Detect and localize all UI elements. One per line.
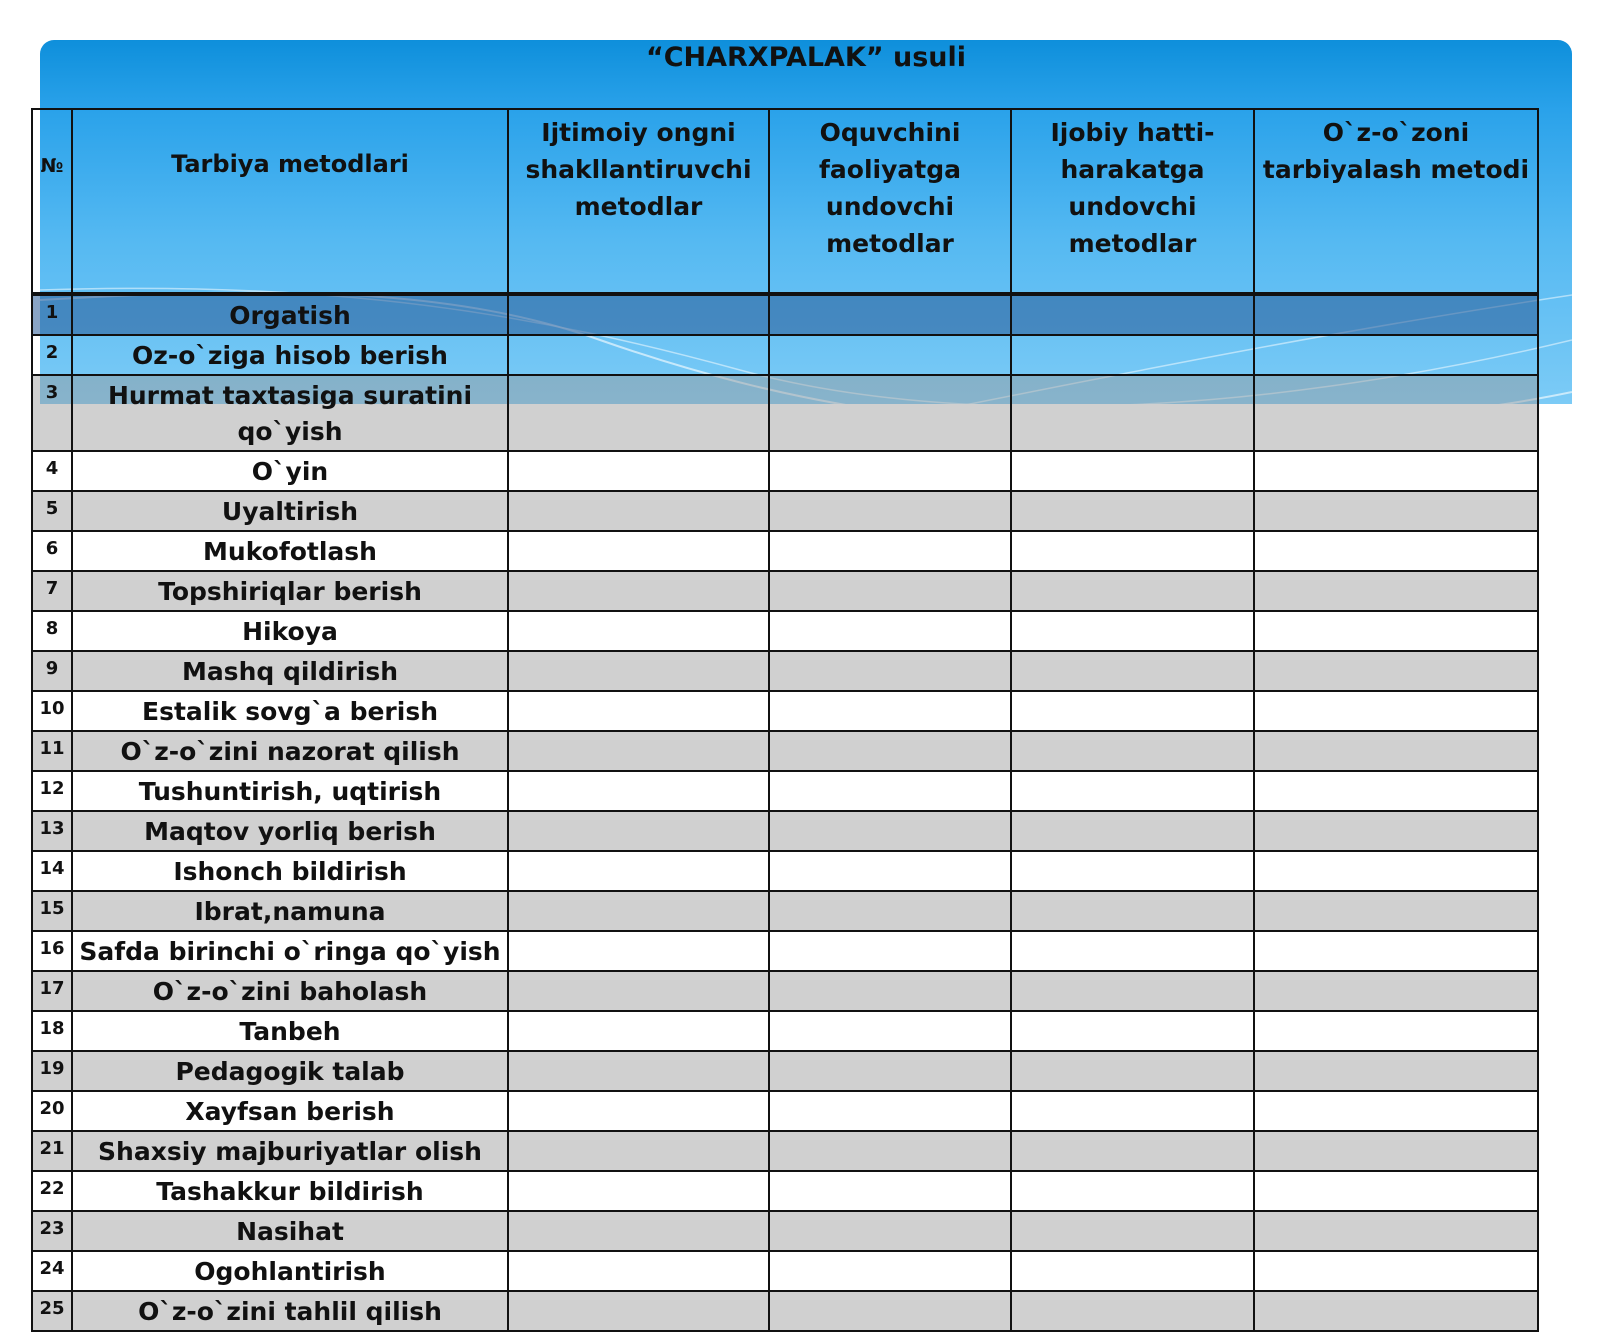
empty-cell <box>1011 1211 1254 1251</box>
empty-cell <box>508 294 769 335</box>
empty-cell <box>769 335 1011 375</box>
header-row <box>32 109 1538 294</box>
row-number: 7 <box>32 571 72 611</box>
table-row <box>32 971 1538 1011</box>
empty-cell <box>1011 1131 1254 1171</box>
empty-cell <box>769 491 1011 531</box>
method-name: Tushuntirish, uqtirish <box>72 771 508 811</box>
empty-cell <box>769 531 1011 571</box>
table-row <box>32 294 1538 335</box>
empty-cell <box>508 971 769 1011</box>
method-name: Oz-o`ziga hisob berish <box>72 335 508 375</box>
table-row <box>32 571 1538 611</box>
empty-cell <box>1011 1011 1254 1051</box>
method-name: O`z-o`zini baholash <box>72 971 508 1011</box>
empty-cell <box>508 651 769 691</box>
empty-cell <box>1254 491 1538 531</box>
row-number: 14 <box>32 851 72 891</box>
empty-cell <box>1254 571 1538 611</box>
method-name: Ibrat,namuna <box>72 891 508 931</box>
methods-table-container <box>31 108 1539 1332</box>
row-number: 20 <box>32 1091 72 1131</box>
table-row <box>32 491 1538 531</box>
empty-cell <box>508 931 769 971</box>
header-methods: Tarbiya metodlari <box>72 109 508 294</box>
empty-cell <box>1011 294 1254 335</box>
empty-cell <box>1254 971 1538 1011</box>
empty-cell <box>769 1291 1011 1331</box>
table-row <box>32 1211 1538 1251</box>
methods-table <box>31 108 1539 1332</box>
empty-cell <box>1011 811 1254 851</box>
empty-cell <box>1011 1171 1254 1211</box>
method-name: Safda birinchi o`ringa qo`yish <box>72 931 508 971</box>
empty-cell <box>769 1131 1011 1171</box>
empty-cell <box>769 611 1011 651</box>
table-row <box>32 691 1538 731</box>
empty-cell <box>1011 571 1254 611</box>
empty-cell <box>769 931 1011 971</box>
table-row <box>32 931 1538 971</box>
empty-cell <box>508 491 769 531</box>
row-number: 10 <box>32 691 72 731</box>
empty-cell <box>508 731 769 771</box>
empty-cell <box>1254 375 1538 451</box>
table-row <box>32 1051 1538 1091</box>
method-name: Tanbeh <box>72 1011 508 1051</box>
header-social-consciousness: Ijtimoiy ongni shakllantiruvchi metodlar <box>508 109 769 294</box>
table-row <box>32 611 1538 651</box>
row-number: 11 <box>32 731 72 771</box>
empty-cell <box>1254 731 1538 771</box>
empty-cell <box>508 1131 769 1171</box>
method-name: Mukofotlash <box>72 531 508 571</box>
method-name: Hikoya <box>72 611 508 651</box>
row-number: 21 <box>32 1131 72 1171</box>
empty-cell <box>769 571 1011 611</box>
empty-cell <box>1011 1091 1254 1131</box>
empty-cell <box>769 891 1011 931</box>
table-row <box>32 1251 1538 1291</box>
empty-cell <box>769 691 1011 731</box>
empty-cell <box>1254 294 1538 335</box>
row-number: 9 <box>32 651 72 691</box>
empty-cell <box>1254 1011 1538 1051</box>
table-row <box>32 1091 1538 1131</box>
empty-cell <box>508 375 769 451</box>
empty-cell <box>769 451 1011 491</box>
empty-cell <box>1011 375 1254 451</box>
table-row <box>32 811 1538 851</box>
empty-cell <box>1254 1051 1538 1091</box>
empty-cell <box>508 571 769 611</box>
empty-cell <box>508 611 769 651</box>
empty-cell <box>508 1211 769 1251</box>
empty-cell <box>769 1211 1011 1251</box>
method-name: O`z-o`zini tahlil qilish <box>72 1291 508 1331</box>
method-name: Uyaltirish <box>72 491 508 531</box>
empty-cell <box>769 771 1011 811</box>
method-name: Nasihat <box>72 1211 508 1251</box>
table-row <box>32 335 1538 375</box>
empty-cell <box>1254 811 1538 851</box>
row-number: 4 <box>32 451 72 491</box>
empty-cell <box>1011 931 1254 971</box>
empty-cell <box>1254 651 1538 691</box>
empty-cell <box>508 691 769 731</box>
empty-cell <box>508 891 769 931</box>
row-number: 16 <box>32 931 72 971</box>
table-row <box>32 891 1538 931</box>
empty-cell <box>1011 771 1254 811</box>
empty-cell <box>1254 1131 1538 1171</box>
header-activity-motivation: Oquvchini faoliyatga undovchi metodlar <box>769 109 1011 294</box>
header-number: № <box>32 109 72 294</box>
empty-cell <box>769 375 1011 451</box>
method-name: Topshiriqlar berish <box>72 571 508 611</box>
empty-cell <box>769 731 1011 771</box>
empty-cell <box>1011 651 1254 691</box>
empty-cell <box>508 451 769 491</box>
empty-cell <box>769 651 1011 691</box>
empty-cell <box>508 1091 769 1131</box>
table-row <box>32 851 1538 891</box>
empty-cell <box>769 851 1011 891</box>
header-positive-behavior: Ijobiy hatti-harakatga undovchi metodlar <box>1011 109 1254 294</box>
empty-cell <box>769 294 1011 335</box>
empty-cell <box>1254 611 1538 651</box>
table-body <box>32 294 1538 1331</box>
empty-cell <box>769 1011 1011 1051</box>
table-row <box>32 1011 1538 1051</box>
method-name: Tashakkur bildirish <box>72 1171 508 1211</box>
empty-cell <box>508 531 769 571</box>
row-number: 6 <box>32 531 72 571</box>
empty-cell <box>1254 531 1538 571</box>
method-name: O`z-o`zini nazorat qilish <box>72 731 508 771</box>
empty-cell <box>1254 691 1538 731</box>
table-row <box>32 1171 1538 1211</box>
empty-cell <box>1011 891 1254 931</box>
method-name: Xayfsan berish <box>72 1091 508 1131</box>
row-number: 5 <box>32 491 72 531</box>
empty-cell <box>1011 1291 1254 1331</box>
empty-cell <box>1254 1251 1538 1291</box>
empty-cell <box>1254 1291 1538 1331</box>
empty-cell <box>1254 771 1538 811</box>
row-number: 18 <box>32 1011 72 1051</box>
empty-cell <box>508 1251 769 1291</box>
empty-cell <box>769 971 1011 1011</box>
empty-cell <box>1011 491 1254 531</box>
row-number: 22 <box>32 1171 72 1211</box>
method-name: Pedagogik talab <box>72 1051 508 1091</box>
empty-cell <box>769 1051 1011 1091</box>
empty-cell <box>1011 851 1254 891</box>
row-number: 12 <box>32 771 72 811</box>
empty-cell <box>1254 1091 1538 1131</box>
table-row <box>32 451 1538 491</box>
table-row <box>32 375 1538 451</box>
method-name: Maqtov yorliq berish <box>72 811 508 851</box>
row-number: 3 <box>32 375 72 451</box>
row-number: 15 <box>32 891 72 931</box>
empty-cell <box>508 1011 769 1051</box>
table-row <box>32 1291 1538 1331</box>
row-number: 25 <box>32 1291 72 1331</box>
empty-cell <box>1011 451 1254 491</box>
row-number: 8 <box>32 611 72 651</box>
empty-cell <box>1254 1171 1538 1211</box>
method-name: Ishonch bildirish <box>72 851 508 891</box>
empty-cell <box>1011 1251 1254 1291</box>
method-name: Estalik sovg`a berish <box>72 691 508 731</box>
row-number: 19 <box>32 1051 72 1091</box>
empty-cell <box>1011 731 1254 771</box>
empty-cell <box>769 1251 1011 1291</box>
table-row <box>32 771 1538 811</box>
row-number: 1 <box>32 294 72 335</box>
empty-cell <box>769 1171 1011 1211</box>
method-name: Orgatish <box>72 294 508 335</box>
empty-cell <box>1011 1051 1254 1091</box>
empty-cell <box>508 851 769 891</box>
method-name: O`yin <box>72 451 508 491</box>
method-name: Mashq qildirish <box>72 651 508 691</box>
method-name: Shaxsiy majburiyatlar olish <box>72 1131 508 1171</box>
row-number: 13 <box>32 811 72 851</box>
empty-cell <box>1254 335 1538 375</box>
empty-cell <box>1254 851 1538 891</box>
empty-cell <box>508 1051 769 1091</box>
table-row <box>32 651 1538 691</box>
row-number: 2 <box>32 335 72 375</box>
row-number: 23 <box>32 1211 72 1251</box>
empty-cell <box>1254 891 1538 931</box>
empty-cell <box>508 771 769 811</box>
row-number: 24 <box>32 1251 72 1291</box>
empty-cell <box>508 1171 769 1211</box>
empty-cell <box>1011 971 1254 1011</box>
empty-cell <box>1254 451 1538 491</box>
empty-cell <box>769 1091 1011 1131</box>
empty-cell <box>508 811 769 851</box>
empty-cell <box>1011 531 1254 571</box>
table-row <box>32 731 1538 771</box>
method-name: Ogohlantirish <box>72 1251 508 1291</box>
header-self-education: O`z-o`zoni tarbiyalash metodi <box>1254 109 1538 294</box>
table-row <box>32 531 1538 571</box>
empty-cell <box>769 811 1011 851</box>
page-title: “CHARXPALAK” usuli <box>645 42 967 73</box>
method-name: Hurmat taxtasiga suratini qo`yish <box>72 375 508 451</box>
empty-cell <box>1011 691 1254 731</box>
empty-cell <box>1011 611 1254 651</box>
empty-cell <box>1254 1211 1538 1251</box>
empty-cell <box>508 1291 769 1331</box>
table-row <box>32 1131 1538 1171</box>
empty-cell <box>1011 335 1254 375</box>
empty-cell <box>1254 931 1538 971</box>
row-number: 17 <box>32 971 72 1011</box>
empty-cell <box>508 335 769 375</box>
